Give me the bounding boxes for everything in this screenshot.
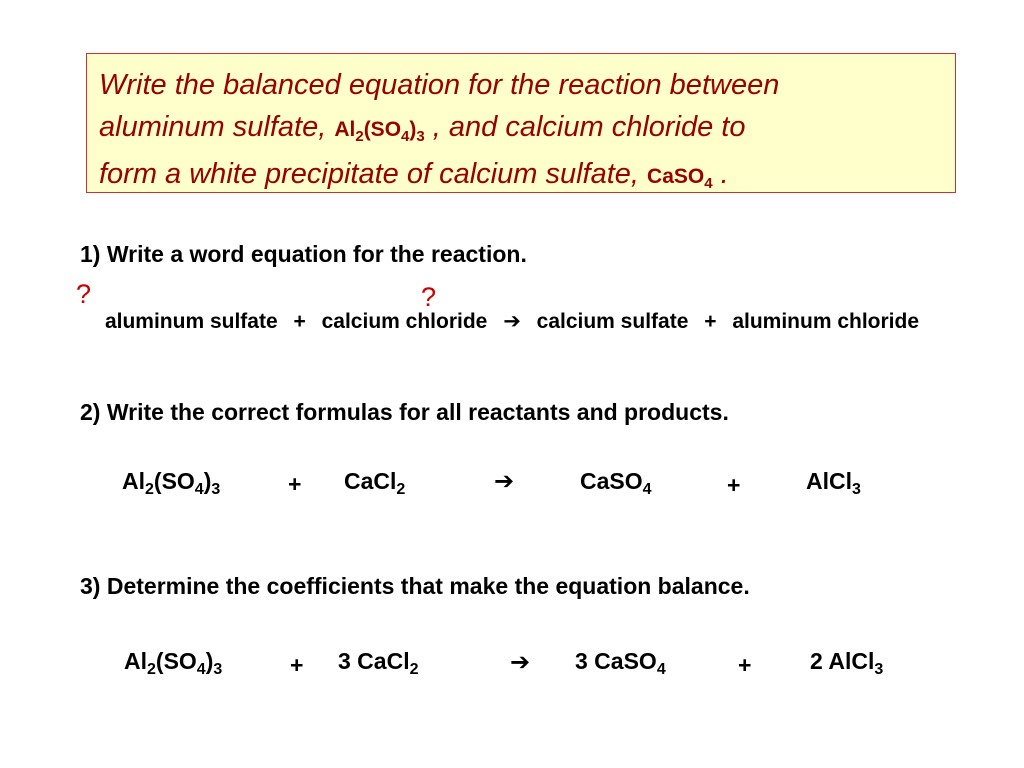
formula-subscript: 2 <box>147 661 156 678</box>
prompt-line-3-end: . <box>720 158 729 190</box>
formula-subscript: 4 <box>196 661 206 678</box>
formula-subscript: 2 <box>396 481 406 498</box>
formula-part: ) <box>409 118 417 141</box>
arrow-icon: ➔ <box>510 649 531 676</box>
formula-subscript: 2 <box>355 128 364 145</box>
formula-aluminum-chloride <box>806 468 861 498</box>
word-reactant-2: calcium chloride <box>321 310 488 333</box>
word-reactant-1: aluminum sulfate <box>104 310 278 333</box>
formula-part: Al <box>334 118 356 141</box>
formula-calcium-sulfate <box>575 648 666 678</box>
question-mark-2: ? <box>421 282 437 312</box>
formula-part: CaSO <box>580 468 643 494</box>
formula-part: 2 AlCl <box>810 648 875 674</box>
plus-sign: + <box>288 471 302 497</box>
formula-calcium-chloride <box>344 468 406 498</box>
formula-part: ) <box>205 648 214 674</box>
prompt-line-2-text: aluminum sulfate, <box>99 111 327 143</box>
word-plus-1: + <box>293 310 306 333</box>
formula-part: 3 CaSO <box>575 648 657 674</box>
prompt-line-1: Write the balanced equation for the reaction between <box>99 69 780 101</box>
question-prompt-box <box>86 53 956 193</box>
formula-part: CaCl <box>344 468 397 494</box>
formula-subscript: 4 <box>642 481 652 498</box>
formula-subscript: 2 <box>409 661 419 678</box>
formula-part: Al <box>122 468 145 494</box>
arrow-icon: ➔ <box>494 468 515 495</box>
word-product-1: calcium sulfate <box>536 310 689 333</box>
formula-part: Al <box>124 648 147 674</box>
formula-subscript: 3 <box>852 481 861 498</box>
formula-aluminum-sulfate <box>124 648 223 678</box>
prompt-line-2 <box>99 106 943 153</box>
formula-part: (SO <box>155 648 197 674</box>
formula-subscript: 3 <box>874 661 884 678</box>
formula-aluminum-chloride <box>810 648 884 678</box>
plus-sign: + <box>290 652 304 678</box>
step-2-heading: 2) Write the correct formulas for all reactants and products. <box>80 399 729 425</box>
prompt-line-3-text: form a white precipitate of calcium sulfate, <box>99 158 639 190</box>
formula-part: CaSO <box>647 165 705 188</box>
question-mark-1: ? <box>76 279 92 309</box>
formula-part: (SO <box>363 118 402 141</box>
formula-calcium-sulfate <box>580 468 652 498</box>
formula-subscript: 3 <box>416 128 425 145</box>
formula-calcium-chloride <box>338 648 419 678</box>
plus-sign: + <box>727 472 741 498</box>
formula-part: ) <box>203 468 212 494</box>
formula-subscript: 4 <box>401 128 410 145</box>
formula-part: AlCl <box>806 468 852 494</box>
aluminum-sulfate-formula <box>334 118 425 145</box>
formula-part: (SO <box>153 468 195 494</box>
formula-aluminum-sulfate <box>122 468 221 498</box>
word-product-2: aluminum chloride <box>732 310 920 333</box>
step-1-heading: 1) Write a word equation for the reaction. <box>80 241 527 267</box>
calcium-sulfate-formula <box>647 165 713 192</box>
formula-subscript: 3 <box>211 481 221 498</box>
formula-part: 3 CaCl <box>338 648 410 674</box>
word-plus-2: + <box>704 310 717 333</box>
arrow-icon: ➔ <box>503 310 521 333</box>
formula-subscript: 4 <box>704 175 713 192</box>
word-equation <box>0 309 1024 334</box>
plus-sign: + <box>738 652 752 678</box>
step-3-heading: 3) Determine the coefficients that make the equation balance. <box>80 573 750 599</box>
prompt-line-3 <box>99 153 943 200</box>
formula-subscript: 2 <box>145 481 154 498</box>
formula-subscript: 4 <box>656 661 666 678</box>
formula-subscript: 3 <box>213 661 223 678</box>
prompt-line-2-rest: , and calcium chloride to <box>432 111 746 143</box>
formula-subscript: 4 <box>194 481 204 498</box>
